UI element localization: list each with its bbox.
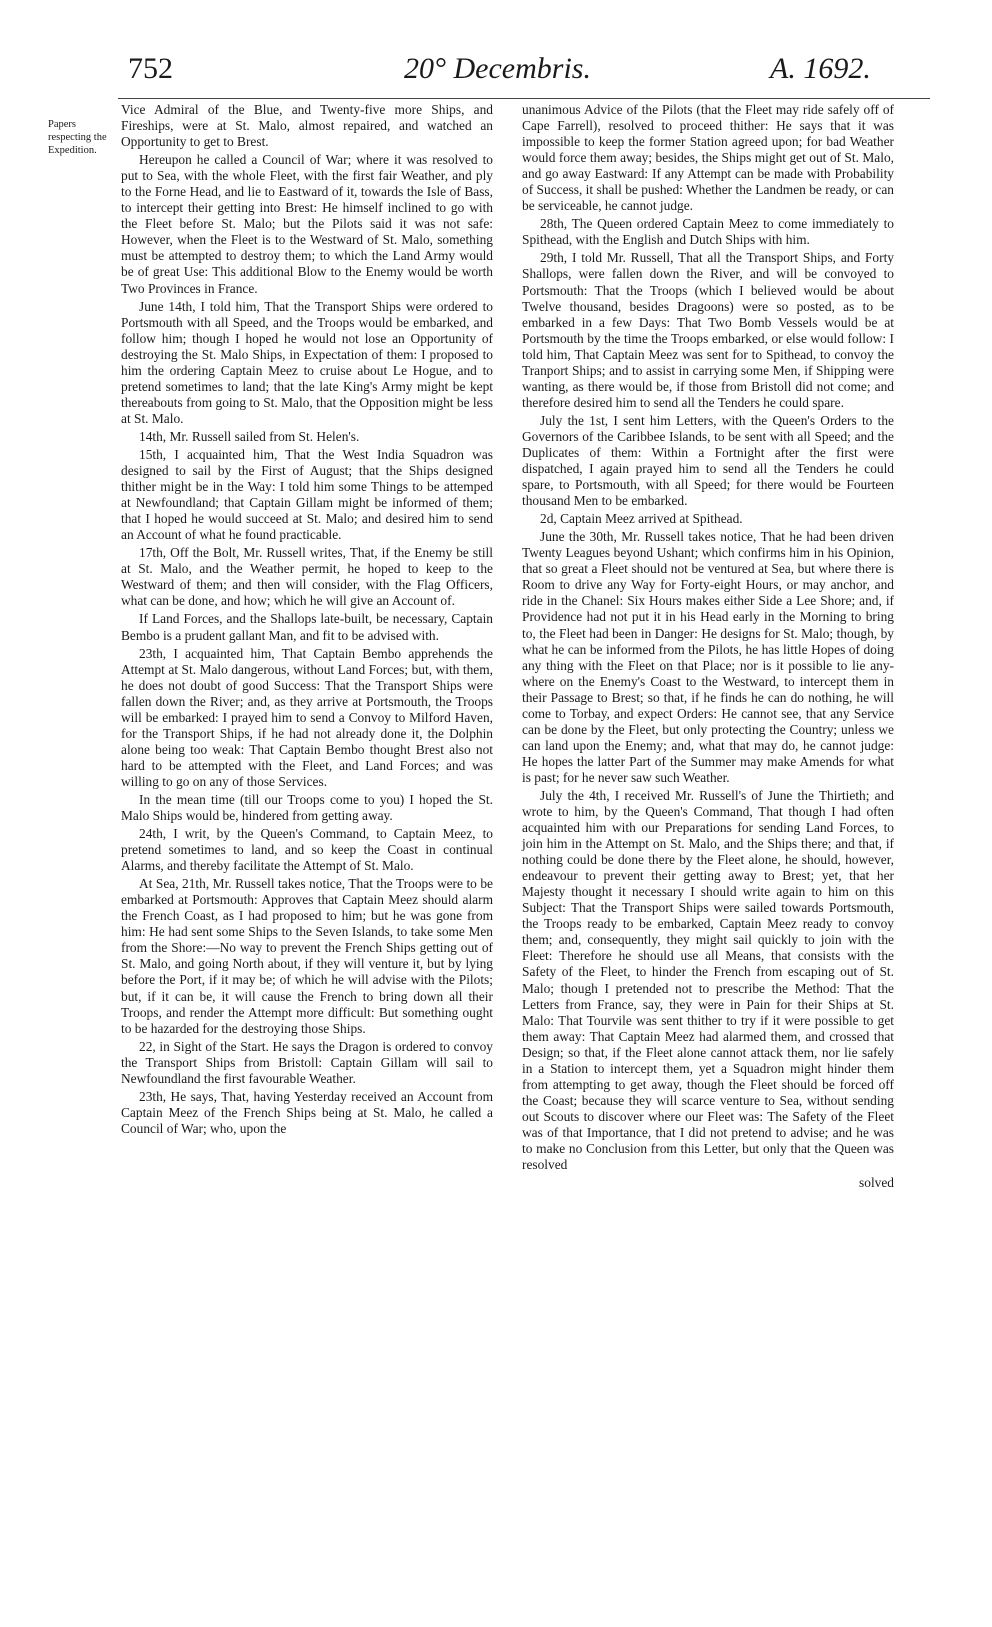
paragraph: If Land Forces, and the Shallops late-built, be necessary, Captain Bembo is a prudent gallant Man, and fit to be advised with. <box>121 611 493 643</box>
paragraph: At Sea, 21th, Mr. Russell takes notice, That the Troops were to be embarked at Portsmouth: Approves that Captain Meez should alarm the French Coast, as I had proposed to him; but he was gone from him: He had sent some Ships to the Seven Islands, to take some Men from the Shore:—No way to prevent the French Ships getting out of St. Malo, and going North about, if they will venture it, but by lying before the Port, if it may be; of which he will advise with the Pilots; but, if it can be, it will cause the French to bring down all their Troops, and render the Attempt more difficult: But something ought to be hazarded for the destroying those Ships. <box>121 876 493 1036</box>
header-rule <box>118 98 930 99</box>
paragraph: 2d, Captain Meez arrived at Spithead. <box>540 511 743 527</box>
running-header-date: 20° Decembris. <box>404 52 591 85</box>
paragraph: 23th, He says, That, having Yesterday received an Account from Captain Meez of the French Ships being at St. Malo, he called a Council of War; who, upon the <box>121 1088 493 1136</box>
catchword: solved <box>859 1175 894 1191</box>
margin-note: Papers respecting the Expedition. <box>48 119 107 156</box>
paragraph: 29th, I told Mr. Russell, That all the Transport Ships, and Forty Shallops, were fallen down the River, and will be convoyed to Portsmouth: That the Troops (which I believed would be about Twelve thousand, besides Dragoons) were so posted, as to be embarked in a few Days: That Two Bomb Vessels would be at Portsmouth by the time the Troops embarked, or else would follow: I told him, That Captain Meez was sent for to Spithead, to convoy the Tranport Ships; and to assist in carrying some Men, if Shipping were wanting, as there would be, if those from Bristoll did not come; and therefore desired him to send all the Tenders he could spare. <box>522 250 894 410</box>
paragraph: Hereupon he called a Council of War; where it was resolved to put to Sea, with the whole Fleet, with the first fair Weather, and ply to the Forne Head, and lie to Eastward of it, towards the Isle of Bass, to intercept their getting into Brest: He himself inclined to go with the Fleet before St. Malo; but the Pilots said it was not safe: However, when the Fleet is to the Westward of St. Malo, something must be attempted to destroy them; to which the Land Army would be of great Use: This additional Blow to the Enemy would be worth Two Provinces in France. <box>121 152 493 296</box>
paragraph: 15th, I acquainted him, That the West India Squadron was designed to sail by the First of August; that the Ships designed thither might be in the Way: I told him some Things to be attemped at Newfoundland; that Captain Gillam might be informed of them; that I hoped he would succeed at St. Malo; and desired him to send an Account of what he found practicable. <box>121 446 493 543</box>
paragraph: 22, in Sight of the Start. He says the Dragon is ordered to convoy the Transport Ships from Bristoll: Captain Gillam will sail to Newfoundland the first favourable Weather. <box>121 1038 493 1086</box>
paragraph: unanimous Advice of the Pilots (that the Fleet may ride safely off of Cape Farrell), resolved to proceed thither: He says that it was impossible to keep the former Station agreed upon; for bad Weather would force them away; besides, the Ships might get out of St. Malo, and go away Eastward: If any Attempt can be made with Probability of Success, it shall be pushed: Whether the Landmen be ready, or can be serviceable, he cannot judge. <box>522 102 894 214</box>
paragraph: 28th, The Queen ordered Captain Meez to come immediately to Spithead, with the English and Dutch Ships with him. <box>522 216 894 248</box>
paragraph: In the mean time (till our Troops come to you) I hoped the St. Malo Ships would be, hindered from getting away. <box>121 791 493 824</box>
paragraph: 14th, Mr. Russell sailed from St. Helen's. <box>139 428 360 444</box>
running-header-year: A. 1692. <box>770 52 871 85</box>
paragraph: Vice Admiral of the Blue, and Twenty-five more Ships, and Fireships, were at St. Malo, almost repaired, and watched an Opportunity to get to Brest. <box>121 102 493 150</box>
paragraph: June 14th, I told him, That the Transport Ships were ordered to Portsmouth with all Speed, and the Troops would be embarked, and follow him; though I hoped he would not lose an Opportunity of destroying the St. Malo Ships, in Expectation of them: I proposed to him the ordering Captain Meez to cruise about Le Hogue, and to pretend sometimes to land; that the late King's Army might be kept thereabouts from going to St. Malo, that the Opposition might be less at St. Malo. <box>121 298 493 426</box>
paragraph: 24th, I writ, by the Queen's Command, to Captain Meez, to pretend sometimes to land, and so keep the Coast in continual Alarms, and thereby facilitate the Attempt of St. Malo. <box>121 826 493 874</box>
page-number: 752 <box>128 52 173 85</box>
paragraph: 17th, Off the Bolt, Mr. Russell writes, That, if the Enemy be still at St. Malo, and the Weather permit, he hoped to keep to the Westward of them; and then will consider, with the Flag Officers, what can be done, and how; which he will give an Account of. <box>121 545 493 609</box>
paragraph: July the 4th, I received Mr. Russell's of June the Thirtieth; and wrote to him, by the Queen's Command, That though I had often acquainted him with our Preparations for sending Land Forces, to join him in the Attempt on St. Malo, and the Ships there; and that, if nothing could be done there by the Fleet alone, he should, however, endeavour to prevent their getting away to Brest; yet, that her Majesty thought it necessary I should write again to him on this Subject: That the Transport Ships were sailed towards Portsmouth, the Troops ready to be embarked, Captain Meez ready to convoy them; and, consequently, they might sail quickly to join with the Fleet: Therefore he should use all Means, that consists with the Safety of the Fleet, to hinder the French from escaping out of St. Malo; though I pretended not to prescribe the Method: That the Letters from France, say, they were in Pain for their Ships at St. Malo: That Tourvile was sent thither to try if it were possible to get them away: That Captain Meez had alarmed them, and crossed that Design; so that, if the Fleet alone cannot attack them, nor lie safely in a Station to intercept them, yet a Squadron might hinder them from attempting to get away, though the Fleet should be forced off the Coast; because they will scarce venture to Sea, without sending out Scouts to discover where our Fleet was: The Safety of the Fleet was of that Importance, that I did not pretend to advise; and he was to make no Conclusion from this Letter, but only that the Queen was resolved <box>522 787 894 1173</box>
paragraph: June the 30th, Mr. Russell takes notice, That he had been driven Twenty Leagues beyond Ushant; which confirms him in his Opinion, that so great a Fleet should not be ventured at Sea, but where there is Room to drive any Way for Forty-eight Hours, or may anchor, and ride in the Chanel: Six Hours makes either Side a Lee Shore; and, if Providence had not put it in his Head early in the Morning to bring to, the Fleet had been in Danger: He designs for St. Malo; though, by what he can be informed from the Pilots, he has little Hopes of doing any thing with the Fleet on that Place; nor is it possible to lie any-where on the Enemy's Coast to the Westward, to intercept them in their Passage to Brest; so that, if he finds he can do nothing, he will come to Torbay, and expect Orders: He cannot see, that any Service can be done by the Fleet, but only protecting the Country; unless we can land upon the Enemy; and, what that may do, he cannot judge: He hopes the latter Part of the Summer may make Amends for what is past; for he never saw such Weather. <box>522 529 894 785</box>
left-column <box>121 102 493 1139</box>
paragraph: July the 1st, I sent him Letters, with the Queen's Orders to the Governors of the Caribbee Islands, to be sent with all Speed; and the Duplicates of them: Within a Fortnight after the first were dispatched, I again prayed him to send all the Tenders he could spare, to Portsmouth, with all Speed; for there would be Fourteen thousand Men to be embarked. <box>522 412 894 509</box>
paragraph: 23th, I acquainted him, That Captain Bembo apprehends the Attempt at St. Malo dangerous, without Land Forces; but, with them, he does not doubt of good Success: That the Transport Ships were fallen down the River; and, as they arrive at Portsmouth, the Troops will be embarked: I prayed him to send a Convoy to Milford Haven, for the Transport Ships, if he had not already done it, the Dolphin alone being too weak: That Captain Bembo thought Brest also not hard to be attempted with the Fleet, and Land Forces; and was willing to go on any of those Services. <box>121 645 493 789</box>
right-column <box>522 102 894 1193</box>
